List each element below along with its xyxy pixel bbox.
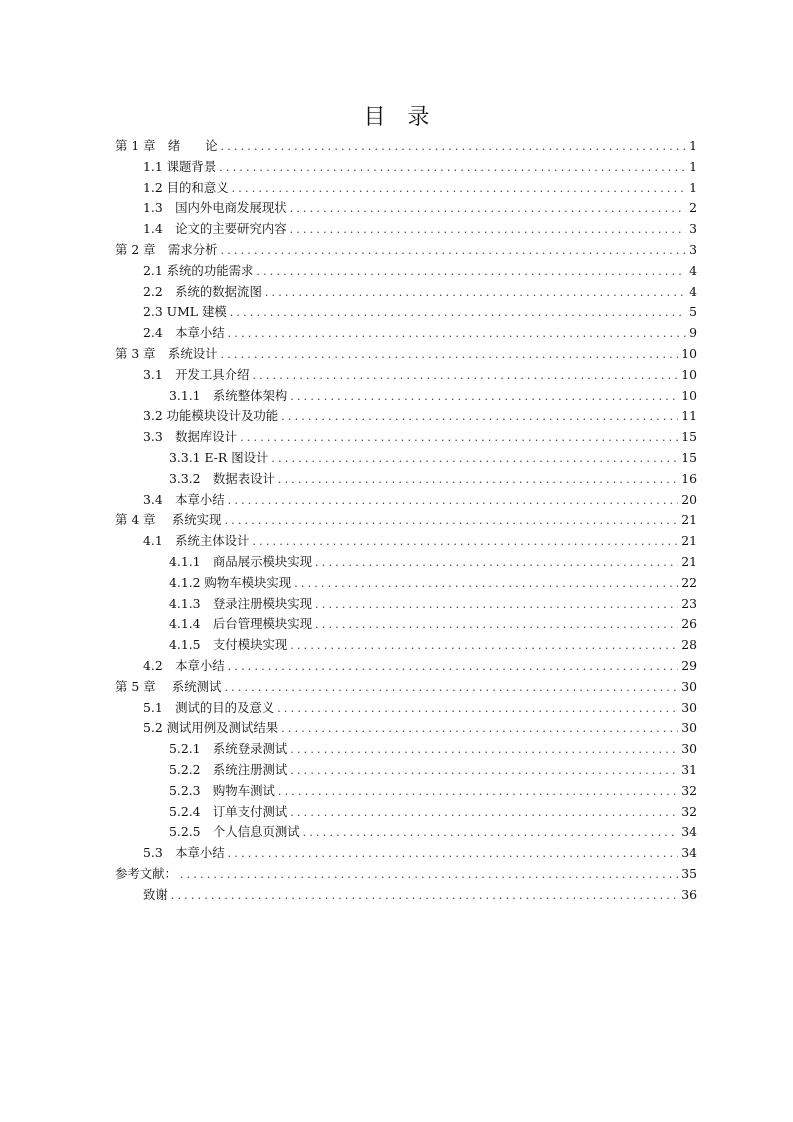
dot-leader bbox=[221, 345, 679, 366]
toc-entry-label: 第 1 章 绪 论 bbox=[115, 138, 218, 153]
toc-entry-label: 4.1.4 后台管理模块实现 bbox=[169, 616, 313, 632]
toc-entry-page-number: 28 bbox=[681, 637, 697, 653]
toc-entry-page-number: 32 bbox=[681, 782, 697, 798]
toc-entry[interactable] bbox=[0, 656, 793, 677]
toc-entry-page-number: 23 bbox=[681, 595, 697, 611]
toc-entry[interactable] bbox=[0, 843, 793, 864]
toc-entry-label: 3.4 本章小结 bbox=[143, 491, 225, 507]
toc-entry[interactable] bbox=[0, 469, 793, 490]
toc-entry-label: 4.1.3 登录注册模块实现 bbox=[169, 595, 313, 611]
dot-leader bbox=[315, 553, 678, 574]
toc-entry-label: 5.2.2 系统注册测试 bbox=[169, 761, 288, 777]
toc-entry-page-number: 36 bbox=[681, 886, 697, 902]
toc-entry[interactable] bbox=[0, 386, 793, 407]
dot-leader bbox=[290, 803, 678, 824]
dot-leader bbox=[228, 491, 679, 512]
dot-leader bbox=[277, 699, 678, 720]
toc-entry[interactable] bbox=[0, 198, 793, 219]
toc-entry-label: 3.3.1 E-R 图设计 bbox=[169, 449, 269, 465]
dot-leader bbox=[315, 595, 678, 616]
toc-entry-label: 5.2.4 订单支付测试 bbox=[169, 803, 288, 819]
toc-entry-label: 4.1.5 支付模块实现 bbox=[169, 637, 288, 653]
toc-entry[interactable] bbox=[0, 490, 793, 511]
toc-entry-label: 5.2.3 购物车测试 bbox=[169, 782, 275, 798]
dot-leader bbox=[232, 179, 687, 200]
toc-entry-page-number: 29 bbox=[681, 657, 697, 673]
toc-entry[interactable] bbox=[0, 531, 793, 552]
toc-entry[interactable] bbox=[0, 677, 793, 698]
toc-entry-label: 2.1 系统的功能需求 bbox=[143, 262, 254, 278]
toc-entry-label: 1.3 国内外电商发展现状 bbox=[143, 200, 287, 216]
toc-entry[interactable] bbox=[0, 136, 793, 157]
toc-entry-page-number: 34 bbox=[681, 845, 697, 861]
toc-entry-label: 1.4 论文的主要研究内容 bbox=[143, 221, 287, 237]
toc-entry[interactable] bbox=[0, 448, 793, 469]
toc-entry[interactable] bbox=[0, 573, 793, 594]
toc-entry[interactable] bbox=[0, 635, 793, 656]
dot-leader bbox=[278, 470, 678, 491]
toc-entry-page-number: 9 bbox=[689, 325, 697, 341]
dot-leader bbox=[290, 220, 686, 241]
toc-entry[interactable] bbox=[0, 864, 793, 885]
dot-leader bbox=[221, 137, 687, 158]
toc-entry[interactable] bbox=[0, 157, 793, 178]
toc-entry[interactable] bbox=[0, 822, 793, 843]
page-title bbox=[0, 100, 793, 131]
dot-leader bbox=[228, 657, 679, 678]
toc-entry-page-number: 30 bbox=[681, 741, 697, 757]
toc-entry[interactable] bbox=[0, 240, 793, 261]
dot-leader bbox=[228, 844, 679, 865]
toc-entry[interactable] bbox=[0, 427, 793, 448]
toc-entry-page-number: 1 bbox=[689, 158, 697, 174]
dot-leader bbox=[290, 740, 678, 761]
toc-entry-page-number: 10 bbox=[681, 366, 697, 382]
dot-leader bbox=[271, 449, 678, 470]
toc-entry-label: 5.2.1 系统登录测试 bbox=[169, 741, 288, 757]
toc-entry-page-number: 31 bbox=[681, 761, 697, 777]
toc-entry-label: 第 3 章 系统设计 bbox=[115, 345, 218, 361]
toc-entry-label: 4.1.1 商品展示模块实现 bbox=[169, 553, 313, 569]
toc-entry[interactable] bbox=[0, 552, 793, 573]
title-char-2: 录 bbox=[407, 105, 430, 130]
toc-entry[interactable] bbox=[0, 323, 793, 344]
table-of-contents bbox=[0, 136, 793, 905]
toc-entry-page-number: 20 bbox=[681, 491, 697, 507]
toc-entry-label: 4.1.2 购物车模块实现 bbox=[169, 574, 292, 590]
toc-entry[interactable] bbox=[0, 594, 793, 615]
toc-entry[interactable] bbox=[0, 760, 793, 781]
toc-entry-page-number: 15 bbox=[681, 449, 697, 465]
toc-entry-page-number: 5 bbox=[689, 304, 697, 320]
dot-leader bbox=[290, 636, 678, 657]
dot-leader bbox=[290, 387, 678, 408]
toc-entry[interactable] bbox=[0, 718, 793, 739]
dot-leader bbox=[252, 366, 678, 387]
toc-entry-label: 3.1.1 系统整体架构 bbox=[169, 387, 288, 403]
toc-entry[interactable] bbox=[0, 781, 793, 802]
toc-entry-page-number: 1 bbox=[689, 179, 697, 195]
toc-entry-page-number: 35 bbox=[681, 865, 697, 881]
dot-leader bbox=[294, 574, 678, 595]
toc-entry-page-number: 34 bbox=[681, 824, 697, 840]
dot-leader bbox=[219, 158, 686, 179]
dot-leader bbox=[281, 719, 678, 740]
toc-entry-label: 3.3.2 数据表设计 bbox=[169, 470, 275, 486]
toc-entry-label: 2.4 本章小结 bbox=[143, 325, 225, 341]
toc-entry-page-number: 32 bbox=[681, 803, 697, 819]
toc-entry-page-number: 22 bbox=[681, 574, 697, 590]
toc-entry-page-number: 30 bbox=[681, 678, 697, 694]
toc-entry[interactable] bbox=[0, 510, 793, 531]
toc-entry[interactable] bbox=[0, 739, 793, 760]
toc-entry-page-number: 11 bbox=[681, 408, 697, 424]
toc-entry-label: 致谢 bbox=[143, 886, 168, 902]
toc-entry-page-number: 26 bbox=[681, 616, 697, 632]
toc-entry[interactable] bbox=[0, 614, 793, 635]
toc-entry-page-number: 3 bbox=[689, 221, 697, 237]
toc-entry-page-number: 30 bbox=[681, 720, 697, 736]
toc-entry-page-number: 2 bbox=[689, 200, 697, 216]
toc-entry-label: 2.3 UML 建模 bbox=[143, 304, 227, 320]
dot-leader bbox=[278, 782, 678, 803]
toc-entry-page-number: 10 bbox=[681, 387, 697, 403]
toc-entry-page-number: 21 bbox=[681, 512, 697, 528]
toc-entry-label: 第 4 章 系统实现 bbox=[115, 512, 222, 528]
toc-entry[interactable] bbox=[0, 885, 793, 906]
dot-leader bbox=[228, 324, 686, 345]
toc-entry[interactable] bbox=[0, 406, 793, 427]
toc-entry[interactable] bbox=[0, 344, 793, 365]
toc-entry-label: 3.2 功能模块设计及功能 bbox=[143, 408, 279, 424]
dot-leader bbox=[221, 241, 687, 262]
toc-entry-label: 5.3 本章小结 bbox=[143, 845, 225, 861]
toc-entry-label: 4.2 本章小结 bbox=[143, 657, 225, 673]
toc-entry-label: 2.2 系统的数据流图 bbox=[143, 283, 262, 299]
title-char-1: 目 bbox=[363, 105, 386, 130]
dot-leader bbox=[180, 865, 678, 886]
dot-leader bbox=[290, 199, 686, 220]
toc-entry-label: 参考文献： bbox=[115, 865, 177, 881]
toc-entry[interactable] bbox=[0, 261, 793, 282]
toc-entry-page-number: 21 bbox=[681, 533, 697, 549]
toc-entry[interactable] bbox=[0, 219, 793, 240]
toc-entry-label: 第 2 章 需求分析 bbox=[115, 241, 218, 257]
dot-leader bbox=[240, 428, 678, 449]
toc-entry-label: 第 5 章 系统测试 bbox=[115, 678, 222, 694]
toc-entry-page-number: 4 bbox=[689, 262, 697, 278]
dot-leader bbox=[230, 303, 686, 324]
toc-entry[interactable] bbox=[0, 365, 793, 386]
dot-leader bbox=[315, 615, 678, 636]
dot-leader bbox=[303, 823, 679, 844]
toc-entry-label: 5.2 测试用例及测试结果 bbox=[143, 720, 279, 736]
dot-leader bbox=[290, 761, 678, 782]
toc-entry-label: 4.1 系统主体设计 bbox=[143, 533, 250, 549]
dot-leader bbox=[224, 511, 678, 532]
toc-entry-label: 1.2 目的和意义 bbox=[143, 179, 229, 195]
dot-leader bbox=[224, 678, 678, 699]
toc-entry-page-number: 1 bbox=[689, 138, 697, 153]
toc-entry-page-number: 15 bbox=[681, 429, 697, 445]
dot-leader bbox=[265, 283, 686, 304]
toc-entry-label: 1.1 课题背景 bbox=[143, 158, 217, 174]
toc-entry-page-number: 4 bbox=[689, 283, 697, 299]
dot-leader bbox=[252, 532, 678, 553]
toc-entry-label: 5.1 测试的目的及意义 bbox=[143, 699, 275, 715]
toc-entry[interactable] bbox=[0, 178, 793, 199]
toc-entry-page-number: 16 bbox=[681, 470, 697, 486]
toc-entry-label: 5.2.5 个人信息页测试 bbox=[169, 824, 300, 840]
toc-entry[interactable] bbox=[0, 302, 793, 323]
toc-entry[interactable] bbox=[0, 282, 793, 303]
toc-entry[interactable] bbox=[0, 802, 793, 823]
toc-entry-label: 3.3 数据库设计 bbox=[143, 429, 238, 445]
dot-leader bbox=[171, 886, 678, 907]
toc-entry-page-number: 3 bbox=[689, 241, 697, 257]
toc-entry-page-number: 10 bbox=[681, 345, 697, 361]
toc-entry-page-number: 30 bbox=[681, 699, 697, 715]
dot-leader bbox=[256, 262, 686, 283]
toc-entry-label: 3.1 开发工具介绍 bbox=[143, 366, 250, 382]
toc-entry-page-number: 21 bbox=[681, 553, 697, 569]
dot-leader bbox=[281, 407, 678, 428]
toc-entry[interactable] bbox=[0, 698, 793, 719]
